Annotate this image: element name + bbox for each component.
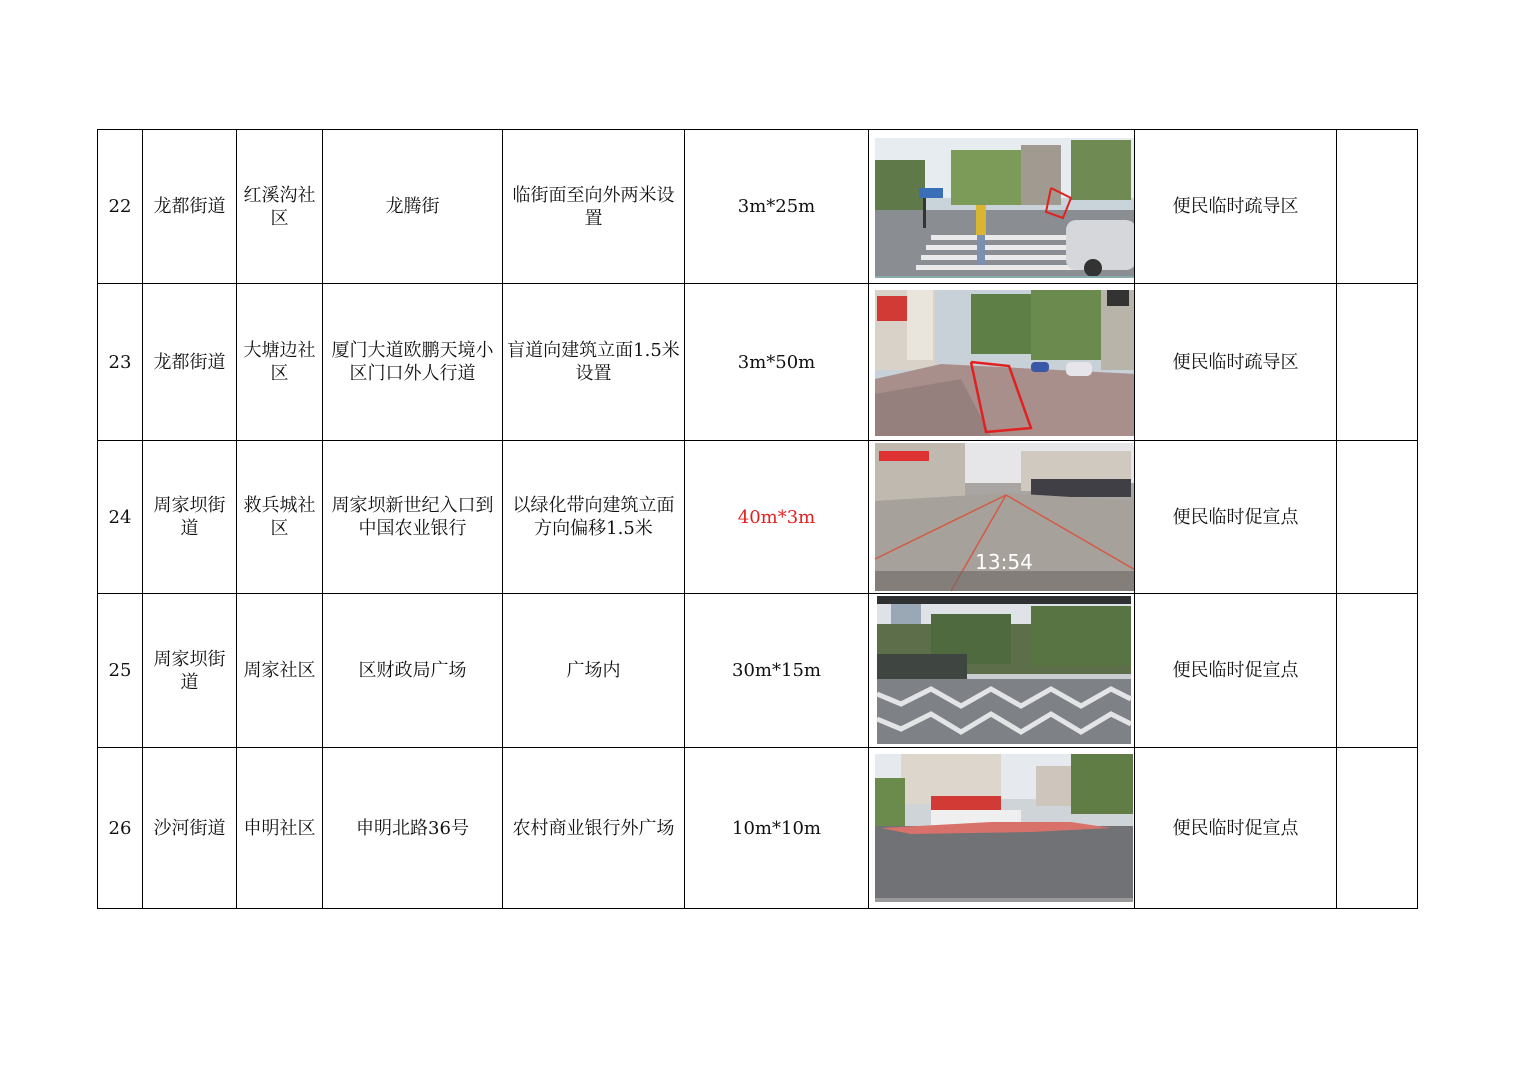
type-cell: 便民临时疏导区	[1135, 130, 1337, 284]
size-cell: 40m*3m	[685, 441, 869, 594]
community-cell: 周家社区	[237, 594, 323, 748]
row-number: 24	[98, 441, 143, 594]
photo-timestamp: 13:54	[975, 550, 1033, 574]
location-cell: 厦门大道欧鹏天境小区门口外人行道	[323, 284, 503, 441]
note-cell	[1337, 284, 1418, 441]
size-cell: 3m*50m	[685, 284, 869, 441]
row-number: 26	[98, 748, 143, 909]
photo-cell	[869, 441, 1135, 594]
table-row	[98, 441, 1418, 594]
setting-cell: 广场内	[503, 594, 685, 748]
table-row	[98, 130, 1418, 284]
row-number: 22	[98, 130, 143, 284]
note-cell	[1337, 441, 1418, 594]
community-cell: 大塘边社区	[237, 284, 323, 441]
street-cell: 龙都街道	[143, 130, 237, 284]
setting-cell: 农村商业银行外广场	[503, 748, 685, 909]
row-number: 23	[98, 284, 143, 441]
street-cell: 龙都街道	[143, 284, 237, 441]
location-table	[97, 129, 1418, 909]
type-cell: 便民临时促宣点	[1135, 748, 1337, 909]
street-crosswalk-photo	[871, 130, 1135, 283]
table-row	[98, 748, 1418, 909]
location-cell: 龙腾街	[323, 130, 503, 284]
sidewalk-photo	[871, 284, 1135, 440]
size-cell: 10m*10m	[685, 748, 869, 909]
photo-cell	[869, 130, 1135, 284]
community-cell: 救兵城社区	[237, 441, 323, 594]
setting-cell: 以绿化带向建筑立面方向偏移1.5米	[503, 441, 685, 594]
street-cell: 周家坝街道	[143, 441, 237, 594]
location-cell: 区财政局广场	[323, 594, 503, 748]
bank-plaza-photo	[871, 748, 1135, 908]
location-cell: 申明北路36号	[323, 748, 503, 909]
type-cell: 便民临时促宣点	[1135, 594, 1337, 748]
note-cell	[1337, 130, 1418, 284]
type-cell: 便民临时疏导区	[1135, 284, 1337, 441]
photo-cell	[869, 284, 1135, 441]
type-cell: 便民临时促宣点	[1135, 441, 1337, 594]
setting-cell: 盲道向建筑立面1.5米设置	[503, 284, 685, 441]
community-cell: 申明社区	[237, 748, 323, 909]
table-row	[98, 284, 1418, 441]
street-cell: 沙河街道	[143, 748, 237, 909]
setting-cell: 临街面至向外两米设置	[503, 130, 685, 284]
location-cell: 周家坝新世纪入口到中国农业银行	[323, 441, 503, 594]
size-cell: 30m*15m	[685, 594, 869, 748]
photo-cell	[869, 748, 1135, 909]
community-cell: 红溪沟社区	[237, 130, 323, 284]
street-cell: 周家坝街道	[143, 594, 237, 748]
size-cell: 3m*25m	[685, 130, 869, 284]
pedestrian-street-photo	[871, 441, 1135, 593]
plaza-photo	[871, 594, 1135, 747]
photo-cell	[869, 594, 1135, 748]
note-cell	[1337, 748, 1418, 909]
row-number: 25	[98, 594, 143, 748]
note-cell	[1337, 594, 1418, 748]
table-row	[98, 594, 1418, 748]
